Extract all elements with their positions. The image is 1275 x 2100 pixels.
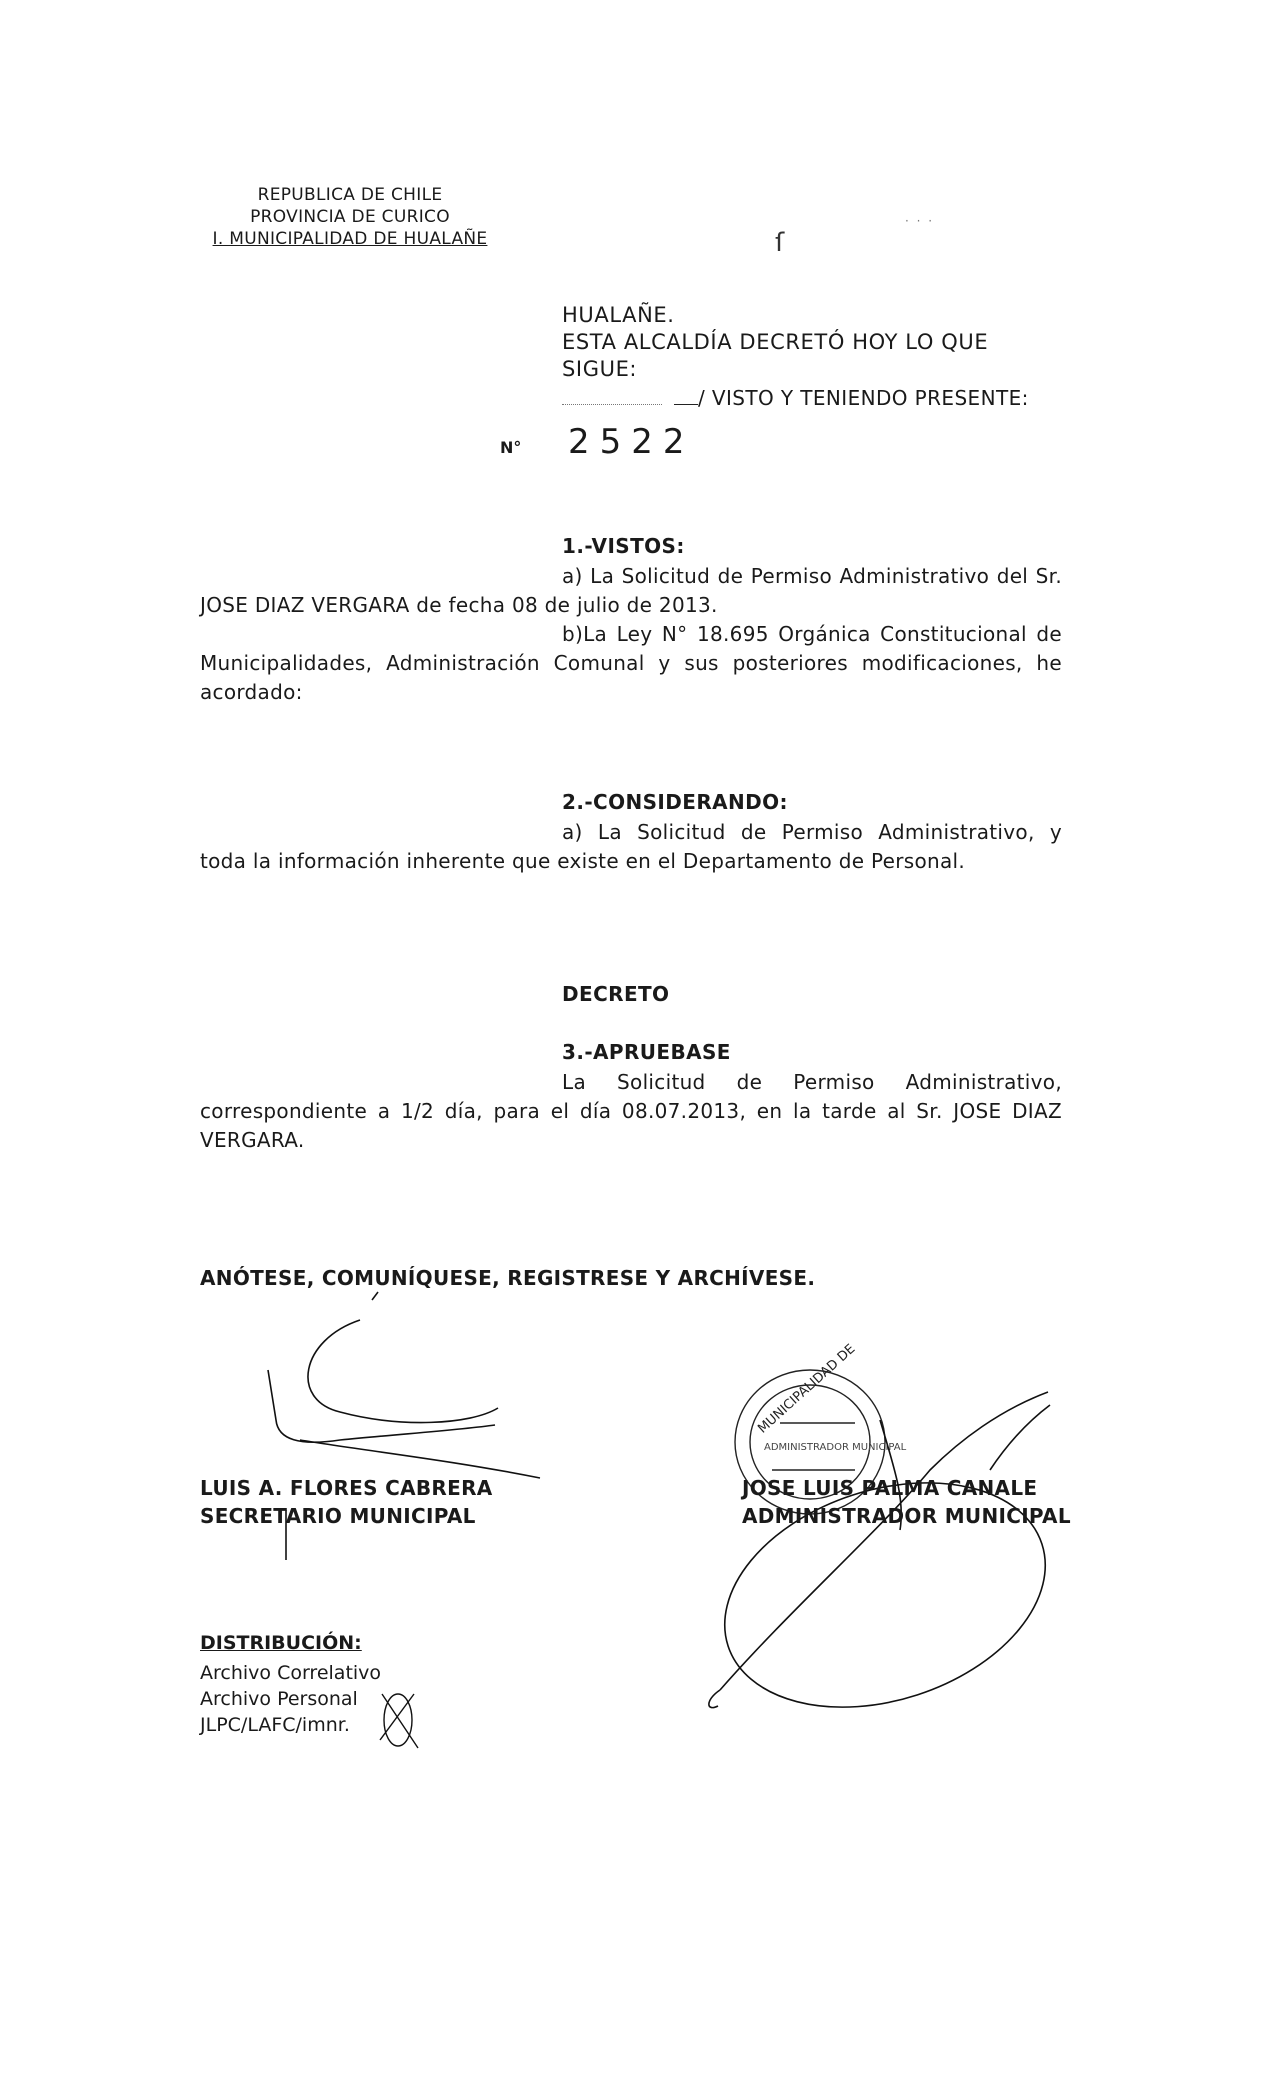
visto-text: / VISTO Y TENIENDO PRESENTE:: [698, 386, 1029, 410]
scan-mark: ſ: [775, 228, 785, 258]
stamp-ring-text: MUNICIPALIDAD DE: [755, 1341, 859, 1437]
considerando-a-rest: y toda la información inherente que existe en el Departamento de Personal.: [200, 820, 1062, 873]
decree-number-prefix: N°: [500, 438, 522, 457]
distribution-item: Archivo Personal: [200, 1688, 358, 1710]
considerando-heading: 2.-CONSIDERANDO:: [562, 790, 788, 814]
distribution-list: [200, 1660, 381, 1738]
initials-mark: [380, 1694, 418, 1748]
header-country: REPUBLICA DE CHILE: [257, 185, 443, 205]
decreto-lead: La Solicitud de Permiso Administrativo,: [562, 1070, 1062, 1094]
distribution-item: Archivo Correlativo: [200, 1662, 382, 1684]
left-signatory-title: SECRETARIO MUNICIPAL: [200, 1504, 476, 1528]
apruebase-heading: 3.-APRUEBASE: [562, 1040, 731, 1064]
distribution-heading: DISTRIBUCIÓN:: [200, 1632, 362, 1654]
decreto-rest: correspondiente a 1/2 día, para el día 08.07.2013, en la tarde al Sr. JOSE DIAZ VERGARA.: [200, 1099, 1062, 1152]
vistos-b-rest: de Municipalidades, Administración Comunal y sus posteriores modificaciones, he acordado:: [200, 622, 1062, 704]
decree-intro-line: ESTA ALCALDÍA DECRETÓ HOY LO QUE: [562, 330, 989, 354]
vistos-heading: 1.-VISTOS:: [562, 534, 685, 558]
stamp-center-text: ADMINISTRADOR MUNICIPAL: [764, 1442, 907, 1453]
decreto-heading: DECRETO: [562, 982, 670, 1006]
right-signatory-name: JOSE LUIS PALMA CANALE: [742, 1476, 1038, 1500]
header-municipality: I. MUNICIPALIDAD DE HUALAÑE: [212, 229, 488, 249]
decree-intro-line-2: SIGUE:: [562, 357, 638, 381]
vistos-b-lead: b)La Ley N° 18.695 Orgánica Constitucional: [562, 622, 1027, 646]
vistos-a-lead: a) La Solicitud de Permiso Administrativo del: [562, 564, 1029, 588]
place-name: HUALAÑE.: [562, 303, 675, 327]
right-signatory-title: ADMINISTRADOR MUNICIPAL: [742, 1504, 1071, 1528]
right-signature-block: [742, 1474, 1071, 1530]
scan-speckle: · · ·: [905, 214, 935, 228]
vistos-a-rest: Sr. JOSE DIAZ VERGARA de fecha 08 de julio de 2013.: [200, 564, 1062, 617]
closing-formula: ANÓTESE, COMUNÍQUESE, REGISTRESE Y ARCHÍVESE.: [200, 1266, 816, 1290]
left-signatory-name: LUIS A. FLORES CABRERA: [200, 1476, 493, 1500]
distribution-item: JLPC/LAFC/imnr.: [200, 1714, 350, 1736]
decree-number: 2522: [568, 422, 695, 462]
left-signature-block: [200, 1474, 493, 1530]
considerando-a-lead: a) La Solicitud de Permiso Administrativo,: [562, 820, 1035, 844]
header-province: PROVINCIA DE CURICO: [250, 207, 450, 227]
